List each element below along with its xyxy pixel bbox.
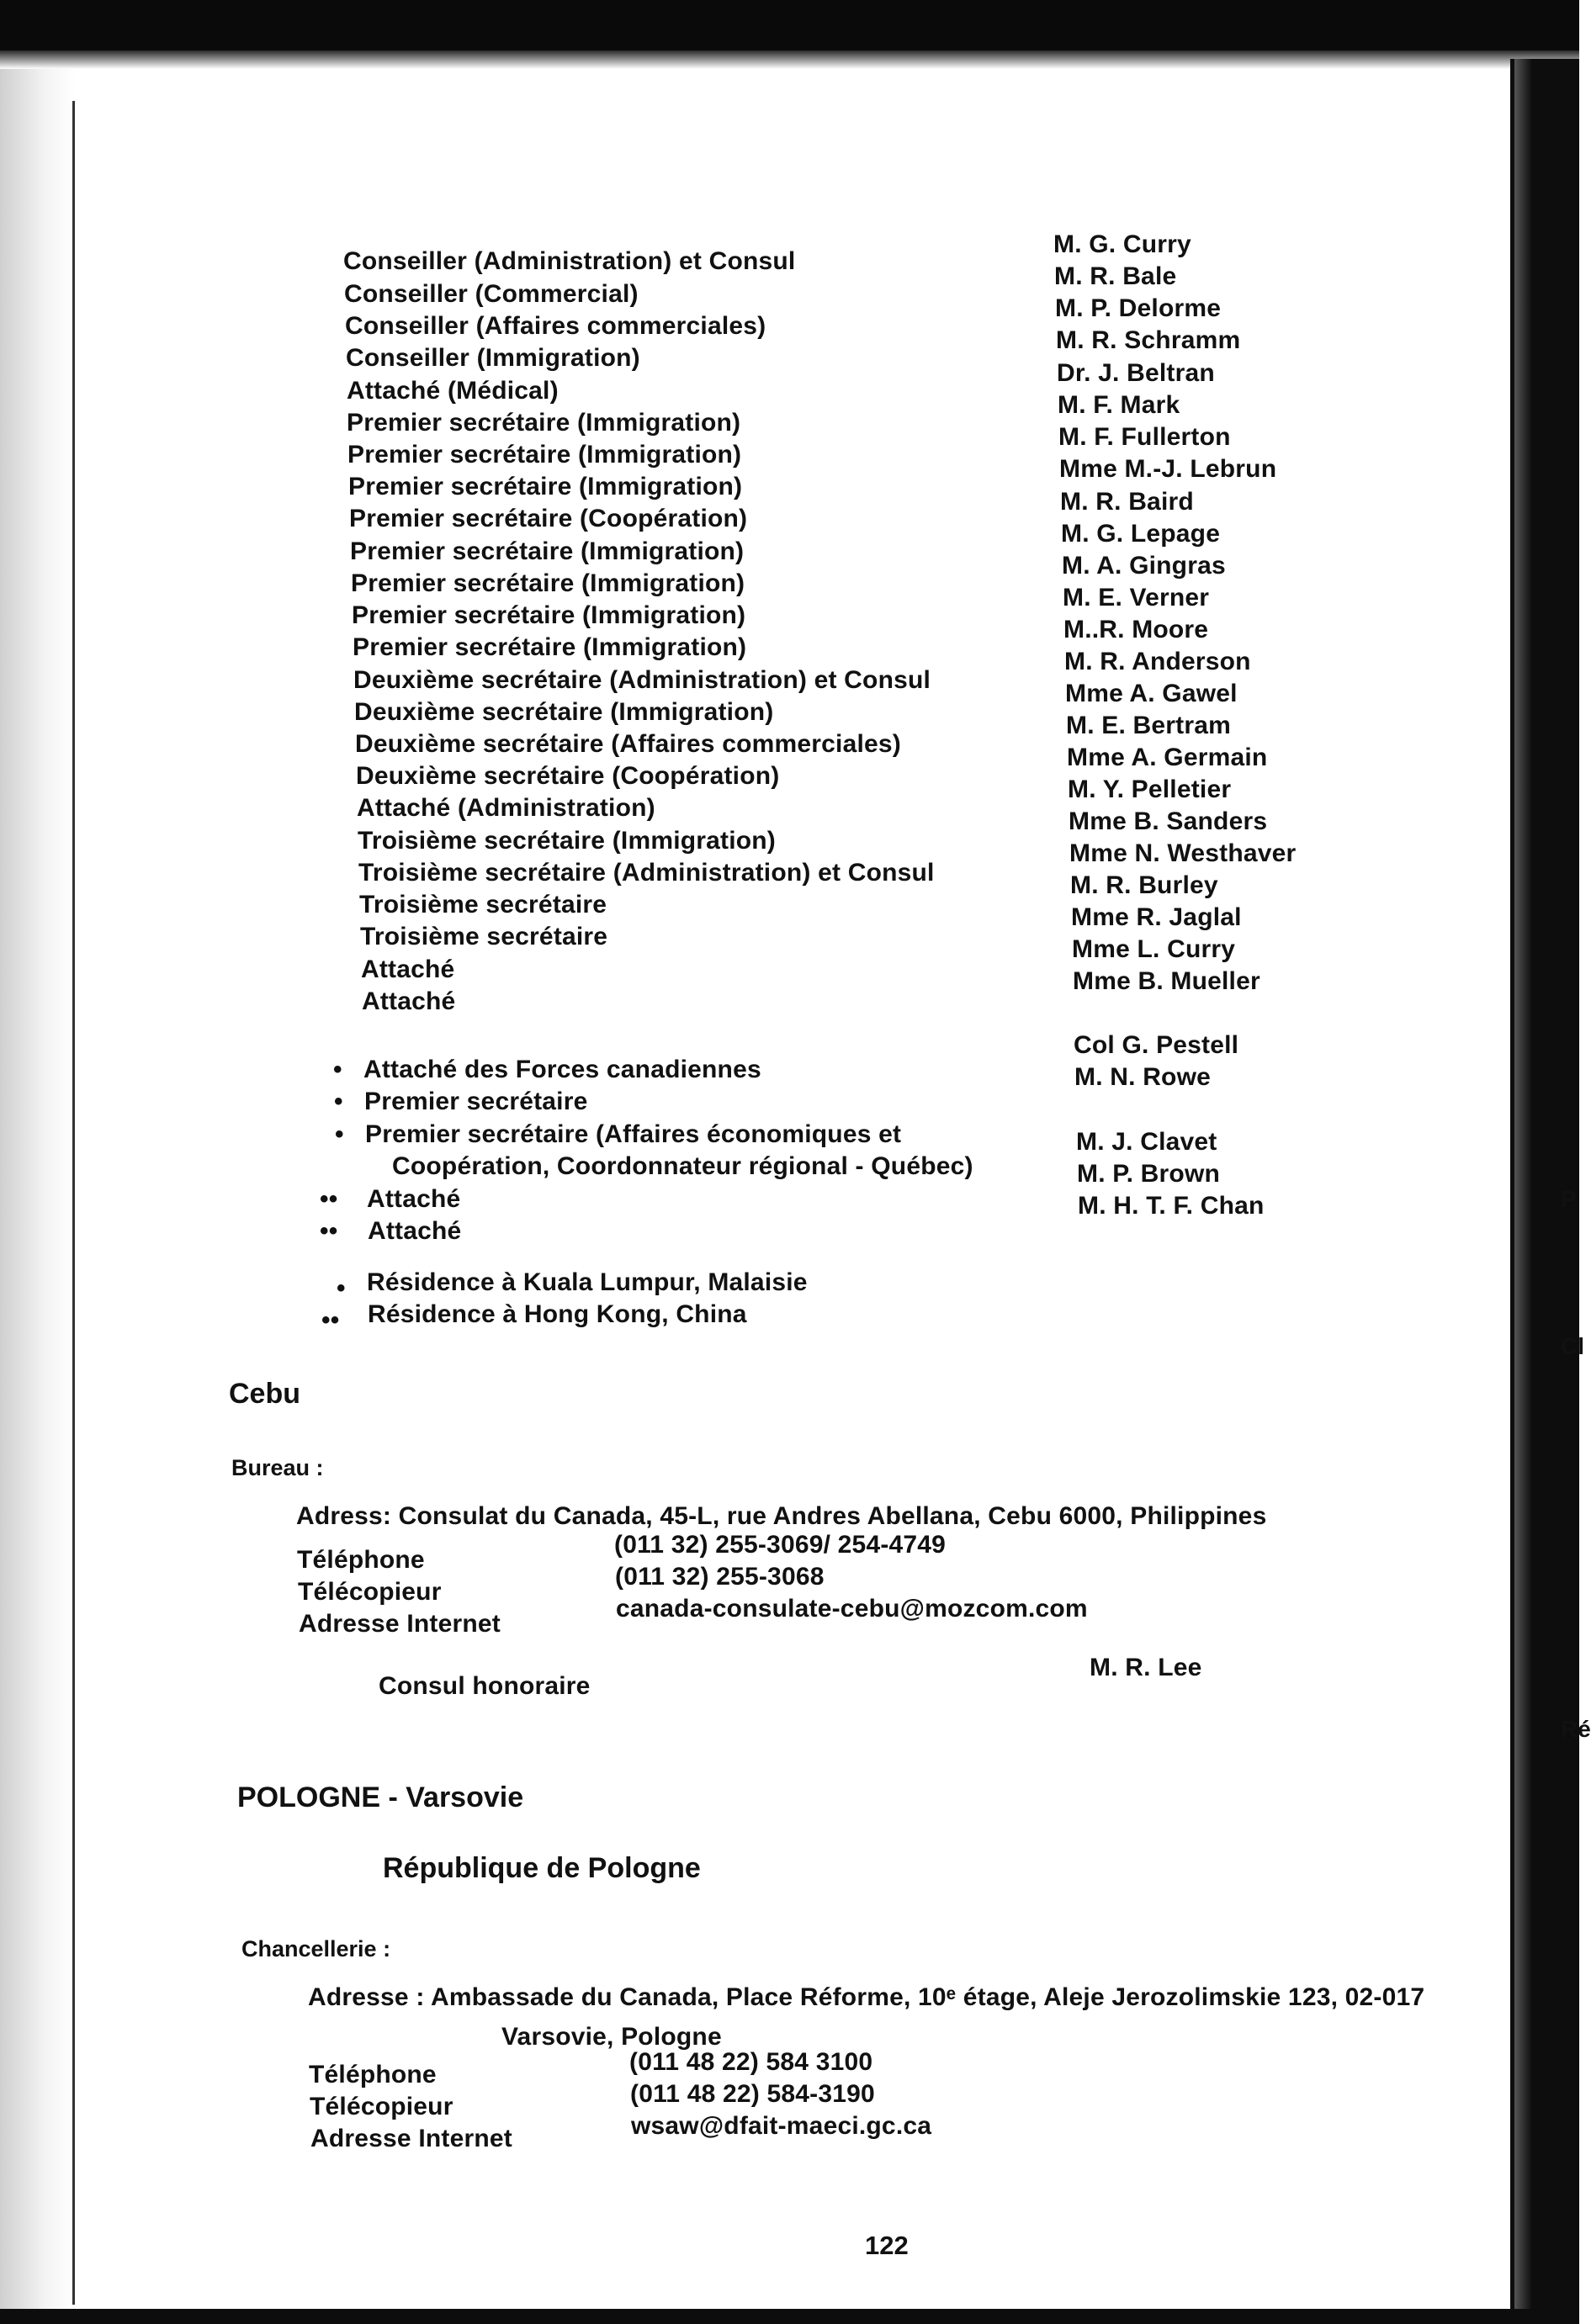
phone-value: (011 48 22) 584 3100 — [629, 2048, 873, 2076]
staff-name: M. R. Bale — [1054, 262, 1177, 290]
email-value[interactable]: wsaw@dfait-maeci.gc.ca — [631, 2112, 932, 2140]
staff-name: M. G. Curry — [1053, 230, 1191, 258]
footnote-text: Résidence à Kuala Lumpur, Malaisie — [367, 1268, 808, 1296]
staff-title: Premier secrétaire (Coopération) — [349, 505, 748, 532]
staff-title: Deuxième secrétaire (Administration) et Consul — [353, 666, 931, 694]
fax-value: (011 32) 255-3068 — [615, 1563, 825, 1591]
staff-title: Deuxième secrétaire (Coopération) — [356, 762, 780, 790]
margin-fragment: P — [1561, 1186, 1577, 1212]
staff-name: M. Y. Pelletier — [1068, 776, 1232, 803]
staff-title: Conseiller (Affaires commerciales) — [345, 312, 766, 340]
staff-name: M. G. Lepage — [1061, 520, 1221, 548]
margin-fragment: Ré — [1561, 1716, 1591, 1742]
staff-title: Attaché (Administration) — [357, 794, 655, 822]
staff-title: Premier secrétaire (Immigration) — [348, 473, 743, 500]
staff-name: Mme N. Westhaver — [1069, 839, 1297, 867]
staff-name: M. R. Baird — [1060, 488, 1194, 516]
scan-left-edge — [0, 69, 76, 2324]
section-heading: POLOGNE - Varsovie — [237, 1781, 524, 1813]
staff-title: Troisième secrétaire — [359, 891, 607, 918]
footnote-text: Résidence à Hong Kong, China — [368, 1300, 747, 1328]
staff-title: Attaché — [361, 956, 455, 983]
staff-title: Premier secrétaire (Immigration) — [351, 569, 745, 597]
staff-title: Deuxième secrétaire (Immigration) — [354, 698, 774, 726]
fax-label: Télécopieur — [298, 1578, 442, 1606]
staff-name: Mme A. Gawel — [1065, 680, 1238, 707]
footnote-marker: •• — [320, 1217, 338, 1245]
staff-name: M. A. Gingras — [1062, 552, 1226, 580]
staff-name: Mme R. Jaglal — [1071, 903, 1242, 931]
scan-left-line — [72, 101, 75, 2305]
staff-name: Dr. J. Beltran — [1057, 359, 1215, 387]
staff-title: Premier secrétaire (Immigration) — [352, 601, 746, 629]
email-label: Adresse Internet — [310, 2125, 512, 2152]
staff-name: M. H. T. F. Chan — [1078, 1192, 1265, 1220]
staff-name: M. R. Anderson — [1064, 648, 1251, 675]
phone-value: (011 32) 255-3069/ 254-4749 — [614, 1531, 947, 1559]
staff-name: M. J. Clavet — [1076, 1128, 1217, 1156]
footnote-marker: • — [333, 1056, 342, 1083]
email-label: Adresse Internet — [299, 1610, 501, 1638]
scan-bottom-border — [0, 2309, 1579, 2324]
fax-value: (011 48 22) 584-3190 — [630, 2080, 875, 2108]
staff-name: Mme A. Germain — [1067, 744, 1268, 771]
footnote-marker: •• — [320, 1185, 338, 1213]
staff-title: Attaché des Forces canadiennes — [363, 1056, 761, 1083]
staff-name: Col G. Pestell — [1074, 1031, 1239, 1059]
staff-name: Mme B. Mueller — [1073, 967, 1260, 995]
staff-title: Premier secrétaire (Immigration) — [347, 409, 741, 437]
footnote-marker: •• — [321, 1306, 340, 1334]
staff-name: M. P. Brown — [1077, 1160, 1220, 1188]
staff-name: M. E. Verner — [1063, 584, 1210, 611]
address-city: Varsovie, Pologne — [501, 2023, 722, 2051]
footnote-marker: • — [335, 1120, 344, 1148]
staff-title: Attaché — [362, 987, 456, 1015]
chancellerie-label: Chancellerie : — [241, 1936, 391, 1961]
staff-title: Attaché — [367, 1185, 461, 1213]
page-number: 122 — [865, 2231, 909, 2260]
phone-label: Téléphone — [297, 1546, 425, 1574]
margin-fragment: Cl — [1561, 1333, 1584, 1359]
fax-label: Télécopieur — [310, 2093, 453, 2120]
staff-title: Premier secrétaire (Immigration) — [347, 441, 742, 469]
staff-title: Attaché — [368, 1217, 462, 1245]
staff-name: Mme B. Sanders — [1069, 807, 1268, 835]
footnote-marker: • — [334, 1088, 343, 1115]
staff-name: M. R. Schramm — [1056, 326, 1241, 354]
staff-title: Premier secrétaire (Affaires économiques et — [365, 1120, 902, 1148]
staff-title: Conseiller (Immigration) — [346, 344, 640, 372]
staff-name: M. P. Delorme — [1055, 294, 1222, 322]
staff-title: Troisième secrétaire — [360, 923, 608, 950]
staff-name: Mme M.-J. Lebrun — [1059, 455, 1277, 483]
staff-title: Premier secrétaire (Immigration) — [353, 633, 747, 661]
phone-label: Téléphone — [309, 2061, 437, 2088]
staff-name: M. R. Lee — [1090, 1654, 1202, 1681]
staff-title: Conseiller (Commercial) — [344, 280, 639, 308]
footnote-marker: • — [337, 1274, 346, 1302]
address: Adress: Consulat du Canada, 45-L, rue Andres Abellana, Cebu 6000, Philippines — [296, 1502, 1267, 1530]
staff-title: Troisième secrétaire (Administration) et Consul — [358, 859, 935, 887]
staff-title: Coopération, Coordonnateur régional - Québec) — [392, 1152, 973, 1180]
address: Adresse : Ambassade du Canada, Place Réforme, 10ᵉ étage, Aleje Jerozolimskie 123, 02-017 — [308, 1983, 1425, 2011]
staff-title: Attaché (Médical) — [347, 377, 559, 405]
staff-title: Conseiller (Administration) et Consul — [343, 247, 796, 275]
staff-name: M..R. Moore — [1063, 616, 1209, 643]
staff-name: M. E. Bertram — [1066, 712, 1231, 739]
staff-title: Premier secrétaire — [364, 1088, 588, 1115]
staff-name: M. F. Fullerton — [1058, 423, 1231, 451]
staff-title: Troisième secrétaire (Immigration) — [358, 827, 776, 855]
staff-name: M. R. Burley — [1070, 871, 1218, 899]
bureau-label: Bureau : — [231, 1455, 324, 1480]
staff-title: Consul honoraire — [379, 1672, 591, 1700]
staff-title: Premier secrétaire (Immigration) — [350, 537, 745, 565]
section-subheading: République de Pologne — [383, 1852, 701, 1884]
staff-name: M. F. Mark — [1058, 391, 1180, 419]
scan-top-shadow — [0, 50, 1579, 69]
staff-name: Mme L. Curry — [1072, 935, 1236, 963]
section-heading: Cebu — [229, 1378, 300, 1410]
staff-title: Deuxième secrétaire (Affaires commerciales) — [355, 730, 901, 758]
email-value[interactable]: canada-consulate-cebu@mozcom.com — [616, 1595, 1088, 1623]
scan-right-shadow — [1514, 59, 1531, 2324]
staff-name: M. N. Rowe — [1074, 1063, 1212, 1091]
scan-top-border — [0, 0, 1579, 50]
